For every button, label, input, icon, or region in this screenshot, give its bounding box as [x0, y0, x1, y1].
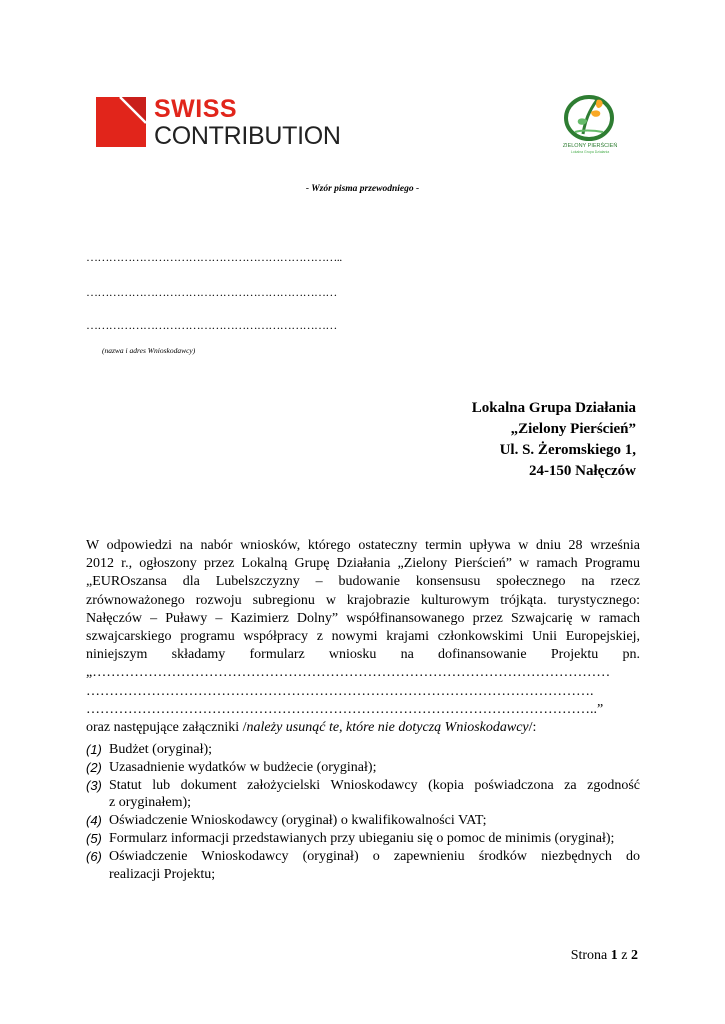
- list-item-text-continued: realizacji Projektu;: [109, 866, 216, 882]
- body-line-7: niniejszym składamy formularz wniosku na dofinansowanie Projektu pn.: [86, 647, 640, 663]
- list-item: [86, 830, 640, 848]
- zielony-logo-sub: Lokalna Grupa Działania: [570, 150, 610, 154]
- list-item: [86, 812, 640, 830]
- list-item-number: (2): [86, 759, 102, 775]
- list-item: [86, 848, 640, 884]
- body-line-6: szwajcarskiego programu współpracy z nowymi krajami członkowskimi Unii Europejskiej,: [86, 628, 640, 644]
- template-title: - Wzór pisma przewodniego -: [305, 184, 420, 194]
- applicant-line-3: …………………………………………………………: [86, 318, 337, 332]
- list-item-number: (3): [86, 777, 102, 793]
- body-line-3: „EUROszansa dla Lubelszczyzny – budowanie konsensusu społecznego na rzecz: [86, 574, 640, 590]
- recipient-block: [472, 398, 636, 482]
- list-item-number: (1): [86, 742, 102, 757]
- page-number-current: 1: [610, 948, 618, 963]
- body-line-10: ………………………………………………………………………………………………..”: [86, 701, 604, 717]
- attachments-intro-text: oraz następujące załączniki /: [86, 719, 247, 735]
- attachments-list: [86, 741, 640, 883]
- recipient-line-3: Ul. S. Żeromskiego 1,: [499, 442, 636, 458]
- list-item-number: (6): [86, 848, 102, 864]
- list-item: [86, 777, 640, 813]
- list-item: [86, 741, 640, 759]
- list-item-number: (4): [86, 813, 102, 829]
- attachments-intro-note: należy usunąć te, które nie dotyczą Wnioskodawcy: [246, 719, 529, 735]
- swiss-logo-sub: CONTRIBUTION: [154, 122, 341, 150]
- list-item-text: Uzasadnienie wydatków w budżecie (oryginał);: [109, 759, 377, 775]
- list-item-text: Budżet (oryginał);: [109, 742, 213, 757]
- swiss-logo-mark: [96, 97, 146, 147]
- swiss-logo-word: SWISS: [154, 95, 238, 123]
- zielony-logo-name: ZIELONY PIERŚCIEŃ: [562, 143, 618, 149]
- recipient-line-1: Lokalna Grupa Działania: [471, 400, 636, 416]
- list-item-text: Formularz informacji przedstawianych przy ubieganiu się o pomoc de minimis (oryginał);: [109, 830, 615, 846]
- page-number-prefix: Strona: [570, 948, 608, 963]
- body-line-4: zrównoważonego rozwoju subregionu w krajobrazie kulturowym trójkąta. turystycznego:: [86, 592, 640, 608]
- list-item-text: Statut lub dokument założycielski Wnioskodawcy (kopia poświadczona za zgodność: [109, 777, 640, 793]
- applicant-caption: (nazwa i adres Wnioskodawcy): [102, 346, 196, 355]
- list-item-text: Oświadczenie Wnioskodawcy (oryginał) o zapewnieniu środków niezbędnych do: [109, 848, 640, 864]
- applicant-line-1: …………………………………………………………..: [86, 250, 342, 264]
- body-line-1: W odpowiedzi na nabór wniosków, którego ostateczny termin upływa w dniu 28 września: [86, 538, 640, 553]
- page-number-total: 2: [631, 948, 638, 963]
- list-item-text: Oświadczenie Wnioskodawcy (oryginał) o kwalifikowalności VAT;: [109, 813, 487, 829]
- body-paragraph: [86, 537, 640, 737]
- page-number: [571, 948, 638, 964]
- list-item: [86, 759, 640, 777]
- list-item-text-continued: z oryginałem);: [109, 795, 192, 811]
- attachments-intro: [86, 719, 640, 737]
- applicant-line-2: …………………………………………………………: [86, 285, 337, 299]
- body-line-9: ……………………………………………………………………………………………….: [86, 683, 594, 699]
- page-number-of: z: [621, 948, 628, 963]
- recipient-line-2: „Zielony Pierścień”: [510, 421, 636, 437]
- body-line-2: 2012 r., ogłoszony przez Lokalną Grupę Działania „Zielony Pierścień” w ramach Programu: [86, 556, 640, 572]
- list-item-number: (5): [86, 830, 102, 846]
- body-line-8: „…………………………………………………………………………………………………: [86, 665, 611, 681]
- recipient-line-4: 24-150 Nałęczów: [528, 463, 636, 479]
- attachments-intro-end: /:: [528, 719, 537, 735]
- body-line-5: Nałęczów – Puławy – Kazimierz Dolny” współfinansowanego przez Szwajcarię w ramach: [86, 610, 640, 626]
